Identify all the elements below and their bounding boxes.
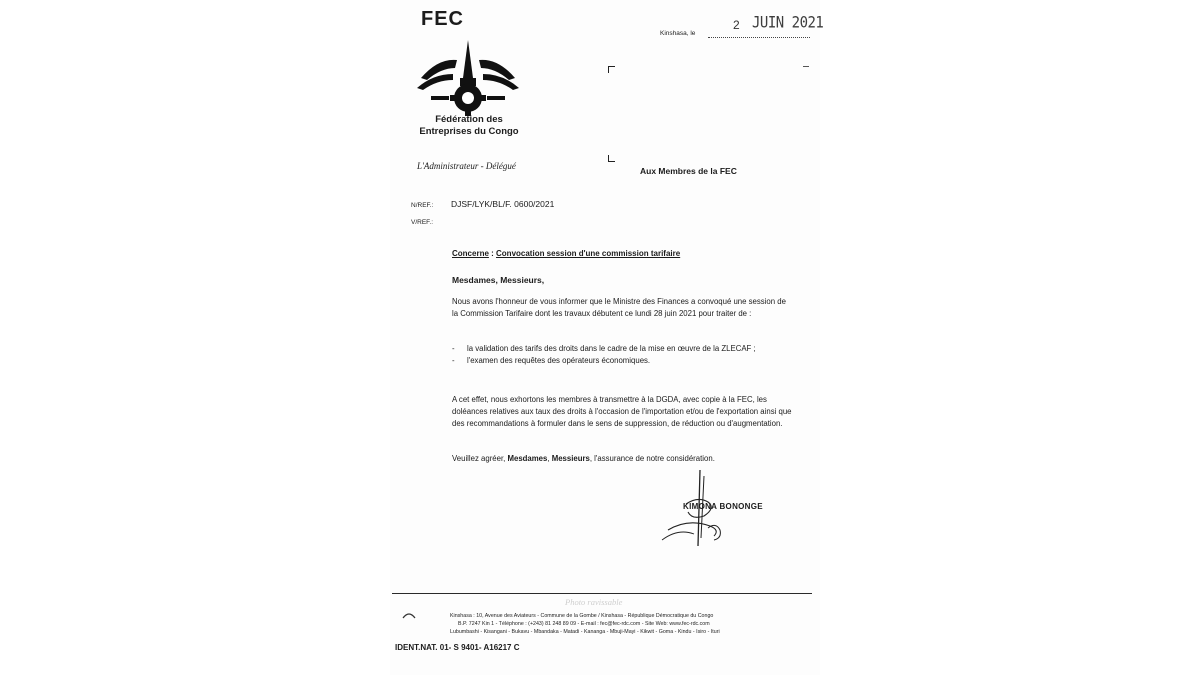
paragraph-closing: Veuillez agréer, Mesdames, Messieurs, l'assurance de notre considération. xyxy=(452,454,715,463)
subject-text: Convocation session d'une commission tarifaire xyxy=(496,249,681,258)
subject-label: Concerne xyxy=(452,249,489,258)
sender-title: L'Administrateur - Délégué xyxy=(417,161,516,171)
footer-branches: Lubumbashi - Kisangani - Bukavu - Mbandaka - Matadi - Kananga - Mbuji-Mayi - Kikwit - Goma - Kindu - Isiro - Ituri xyxy=(450,629,720,635)
list-dash: - xyxy=(452,356,455,365)
footer-logo-icon xyxy=(402,612,416,622)
place-label: Kinshasa, le xyxy=(660,30,696,37)
subject-separator: : xyxy=(488,249,497,258)
recipient: Aux Membres de la FEC xyxy=(640,166,737,176)
footer-watermark: Photo ravissable xyxy=(565,597,623,607)
footer-contact: B.P. 7247 Kin 1 - Téléphone : (+243) 81 248 89 09 - E-mail : fec@fec-rdc.com - Site Web: www.fec-rdc.com xyxy=(458,621,710,627)
vref-label: V/REF.: xyxy=(411,219,434,226)
nref-label: N/REF.: xyxy=(411,202,434,209)
footer-divider xyxy=(392,593,812,594)
list-item xyxy=(452,343,792,355)
stamp-prefix: 2 xyxy=(733,18,740,32)
footer-address: Kinshasa : 10, Avenue des Aviateurs - Commune de la Gombe / Kinshasa - République Démocratique du Congo xyxy=(450,613,714,619)
list-item-text: l'examen des requêtes des opérateurs économiques. xyxy=(467,356,651,365)
subject-line xyxy=(452,249,680,258)
address-corner-bottom-left xyxy=(608,155,615,162)
signer-name: KIMONA BONONGE xyxy=(683,502,763,511)
organization-name: Fédération des Entreprises du Congo xyxy=(419,114,519,137)
date-line xyxy=(708,37,810,38)
brand-title: FEC xyxy=(421,8,464,30)
nref-value: DJSF/LYK/BL/F. 0600/2021 xyxy=(451,199,555,209)
fec-logo-icon xyxy=(413,38,523,118)
agenda-list xyxy=(452,343,792,367)
address-corner-top-left xyxy=(608,66,615,73)
list-dash: - xyxy=(452,344,455,353)
list-item-text: la validation des tarifs des droits dans le cadre de la mise en œuvre de la ZLECAF ; xyxy=(467,344,756,353)
address-corner-top-right xyxy=(803,66,809,67)
salutation: Mesdames, Messieurs, xyxy=(452,275,545,285)
paragraph-request: A cet effet, nous exhortons les membres à transmettre à la DGDA, avec copie à la FEC, les doléances relatives aux taux des droits à l'occasion de l'importation et/ou de l'exportation ainsi que des recommandations à formuler dans le sens de suppression, de réduction ou d'augmentation. xyxy=(452,395,792,428)
list-item xyxy=(452,355,792,367)
ident-nat: IDENT.NAT. 01- S 9401- A16217 C xyxy=(395,643,520,652)
date-stamp: JUIN 2021 xyxy=(752,13,824,33)
paragraph-intro: Nous avons l'honneur de vous informer que le Ministre des Finances a convoqué une session de la Commission Tarifaire dont les travaux débutent ce lundi 28 juin 2021 pour traiter de : xyxy=(452,297,786,318)
